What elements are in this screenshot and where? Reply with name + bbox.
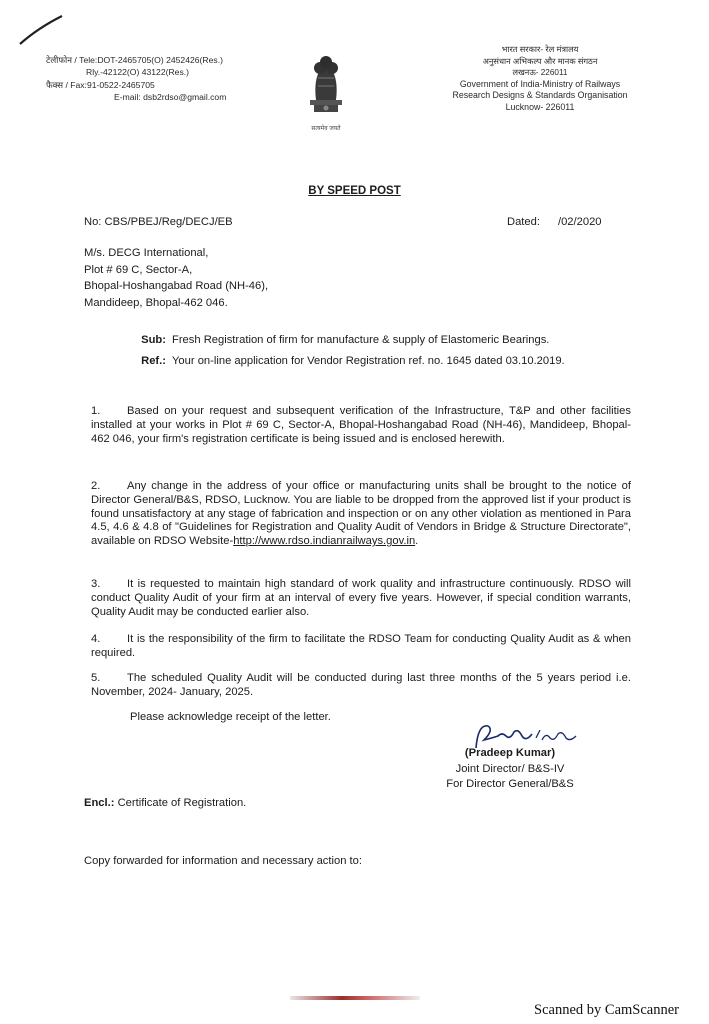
org-english-line: Research Designs & Standards Organisation (452, 90, 628, 101)
address-block (84, 245, 268, 311)
org-english-line: Lucknow- 226011 (505, 101, 575, 112)
acknowledge-line: Please acknowledge receipt of the letter. (130, 711, 331, 723)
contact-block (46, 54, 226, 103)
org-english-line: Government of India-Ministry of Railways (459, 78, 621, 89)
reference-number: No: CBS/PBEJ/Reg/DECJ/EB (84, 216, 233, 228)
copy-forwarded-line: Copy forwarded for information and necessary action to: (84, 855, 362, 867)
paragraph-text: The scheduled Quality Audit will be conducted during last three months of the 5 years period i.e. November, 2024- January, 2025. (91, 672, 631, 698)
subject-label: Sub: (141, 334, 166, 346)
paragraph-1 (91, 405, 631, 446)
dated-label: Dated: (507, 216, 540, 228)
org-hindi-line: भारत सरकार- रेल मंत्रालय (501, 45, 579, 54)
paragraph-5 (91, 672, 631, 700)
signatory-designation: Joint Director/ B&S-IV (455, 762, 565, 775)
org-hindi-line: लखनऊ- 226011 (512, 68, 568, 78)
paragraph-number: 5. (91, 672, 101, 684)
paragraph-2 (91, 480, 631, 549)
subject-text: Fresh Registration of firm for manufacture & supply of Elastomeric Bearings. (172, 334, 550, 346)
speed-post-heading: BY SPEED POST (308, 185, 401, 197)
paragraph-number: 4. (91, 633, 101, 645)
address-line: Bhopal-Hoshangabad Road (NH-46), (84, 280, 269, 292)
emblem-caption: सत्यमेव जयते (311, 126, 341, 132)
paragraph-number: 1. (91, 405, 101, 417)
enclosure-label: Encl.: (84, 797, 115, 809)
org-block (430, 44, 650, 114)
page-edge-strip (290, 996, 420, 1000)
paragraph-3 (91, 578, 631, 619)
reference-label: Ref.: (141, 355, 166, 367)
contact-fax: फैक्स / Fax:91-0522-2465705 (46, 79, 155, 90)
enclosure-text: Certificate of Registration. (117, 797, 247, 809)
rdso-website-link[interactable]: http://www.rdso.indianrailways.gov.in (233, 535, 416, 548)
enclosure-line (84, 797, 246, 811)
address-line: Mandideep, Bhopal-462 046. (84, 296, 228, 309)
signatory-for: For Director General/B&S (446, 778, 574, 790)
reference-line (122, 351, 565, 372)
paragraph-number: 2. (91, 480, 101, 492)
paragraph-text: It is the responsibility of the firm to facilitate the RDSO Team for conducting Quality Audit as & when required. (91, 633, 631, 659)
subject-block (122, 330, 565, 372)
dated-value: /02/2020 (557, 216, 602, 228)
scanner-watermark: Scanned by CamScanner (534, 1002, 679, 1018)
paragraph-text: It is requested to maintain high standard of work quality and infrastructure continuously. RDSO will conduct Quality Audit of your firm at an interval of every five years. However, if special condition warrants, Quality Audit may be conducted earlier also. (91, 578, 631, 618)
national-emblem-icon (296, 44, 356, 130)
signatory-name: (Pradeep Kumar) (464, 747, 556, 759)
dated (507, 216, 602, 230)
contact-email: E-mail: dsb2rdso@gmail.com (114, 91, 227, 102)
paragraph-tail: . (415, 535, 419, 548)
subject-line (122, 330, 565, 351)
signatory-block (432, 746, 588, 793)
pen-mark (18, 14, 66, 48)
paragraph-text: Any change in the address of your office or manufacturing units shall be brought to the notice of Director General/B&S, RDSO, Lucknow. You are liable to be dropped from the approved list if your product is found unsatisfactory at any stage of fabrication and inspection or on any other violation as mentioned in Para 4.5, 4.6 & 4.8 of "Guidelines for Registration and Quality Audit of Vendors in Bridge & Structure Directorate", available on RDSO Website- (91, 480, 631, 548)
paragraph-number: 3. (91, 578, 101, 590)
contact-phone: टेलीफोन / Tele:DOT-2465705(O) 2452426(Res.) (46, 55, 223, 65)
contact-rly: Rly.-42122(O) 43122(Res.) (86, 67, 190, 78)
address-line: M/s. DECG International, (84, 247, 209, 259)
address-line: Plot # 69 C, Sector-A, (84, 263, 193, 276)
paragraph-4 (91, 633, 631, 661)
org-hindi-line: अनुसंधान अभिकल्प और मानक संगठन (482, 56, 598, 66)
paragraph-text: Based on your request and subsequent verification of the Infrastructure, T&P and other facilities installed at your works in Plot # 69 C, Sector-A, Bhopal-Hoshangabad Road (NH-46), Mandideep, Bhopal-462 046, your firm's registration certificate is being issued and is enclosed herewith. (91, 405, 631, 445)
reference-text: Your on-line application for Vendor Registration ref. no. 1645 dated 03.10.2019. (172, 355, 565, 367)
